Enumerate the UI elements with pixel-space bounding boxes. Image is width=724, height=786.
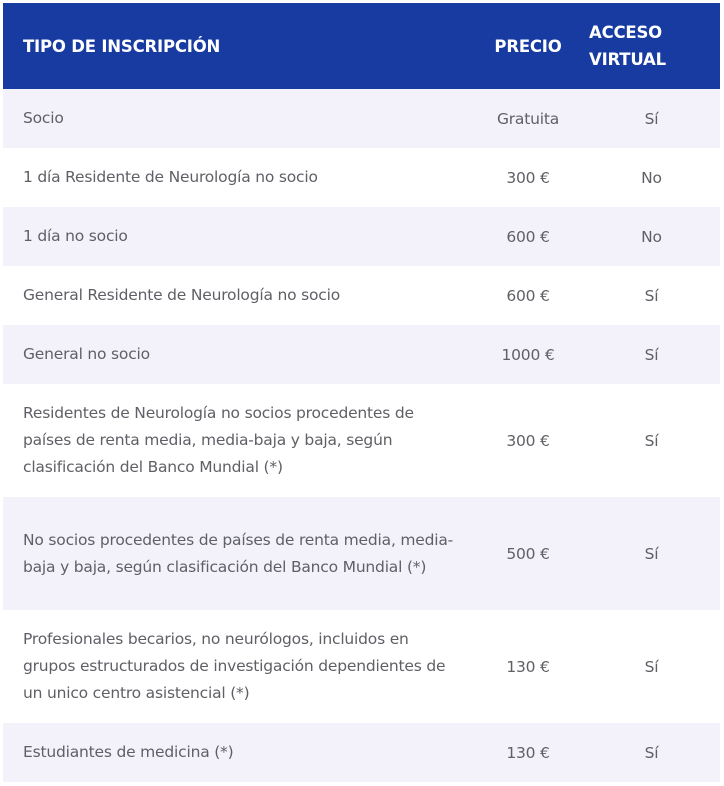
header-type: TIPO DE INSCRIPCIÓN	[23, 36, 221, 56]
row-virtual: Sí	[644, 544, 659, 563]
table-row	[3, 266, 720, 325]
header-virtual-line2: VIRTUAL	[589, 50, 666, 69]
row-price: Gratuita	[496, 109, 560, 128]
row-price: 600 €	[506, 227, 550, 246]
row-type: 1 día Residente de Neurología no socio	[23, 168, 318, 186]
row-type: Estudiantes de medicina (*)	[23, 743, 234, 761]
row-type: General no socio	[23, 345, 150, 363]
row-virtual: No	[641, 227, 662, 246]
row-virtual: Sí	[644, 109, 659, 128]
row-type: No socios procedentes de países de renta media, media-baja y baja, según clasificación del Banco Mundial (*)	[23, 530, 454, 576]
table-row	[3, 384, 720, 497]
table-row	[3, 610, 720, 723]
row-virtual: No	[641, 168, 662, 187]
row-price: 500 €	[506, 544, 550, 563]
header-virtual-access	[583, 19, 720, 73]
row-type: Socio	[23, 109, 64, 127]
registration-fees-table	[3, 3, 720, 782]
row-price: 1000 €	[501, 345, 555, 364]
row-type: General Residente de Neurología no socio	[23, 286, 340, 304]
row-type: 1 día no socio	[23, 227, 128, 245]
row-price: 600 €	[506, 286, 550, 305]
row-virtual: Sí	[644, 743, 659, 762]
header-virtual-line1: ACCESO	[589, 23, 662, 42]
table-row	[3, 148, 720, 207]
row-price: 130 €	[506, 743, 550, 762]
row-virtual: Sí	[644, 345, 659, 364]
row-type: Profesionales becarios, no neurólogos, incluidos en grupos estructurados de investigación dependientes de un unico centro asistencial (*)	[23, 630, 446, 702]
table-row	[3, 89, 720, 148]
row-price: 130 €	[506, 657, 550, 676]
table-row	[3, 723, 720, 782]
table-header	[3, 3, 720, 89]
row-virtual: Sí	[644, 431, 659, 450]
row-type: Residentes de Neurología no socios procedentes de países de renta media, media-baja y baja, según clasificación del Banco Mundial (*)	[23, 404, 414, 476]
row-price: 300 €	[506, 431, 550, 450]
row-price: 300 €	[506, 168, 550, 187]
table-row	[3, 325, 720, 384]
table-row	[3, 207, 720, 266]
row-virtual: Sí	[644, 286, 659, 305]
row-virtual: Sí	[644, 657, 659, 676]
table-row	[3, 497, 720, 610]
header-price: PRECIO	[494, 36, 562, 56]
